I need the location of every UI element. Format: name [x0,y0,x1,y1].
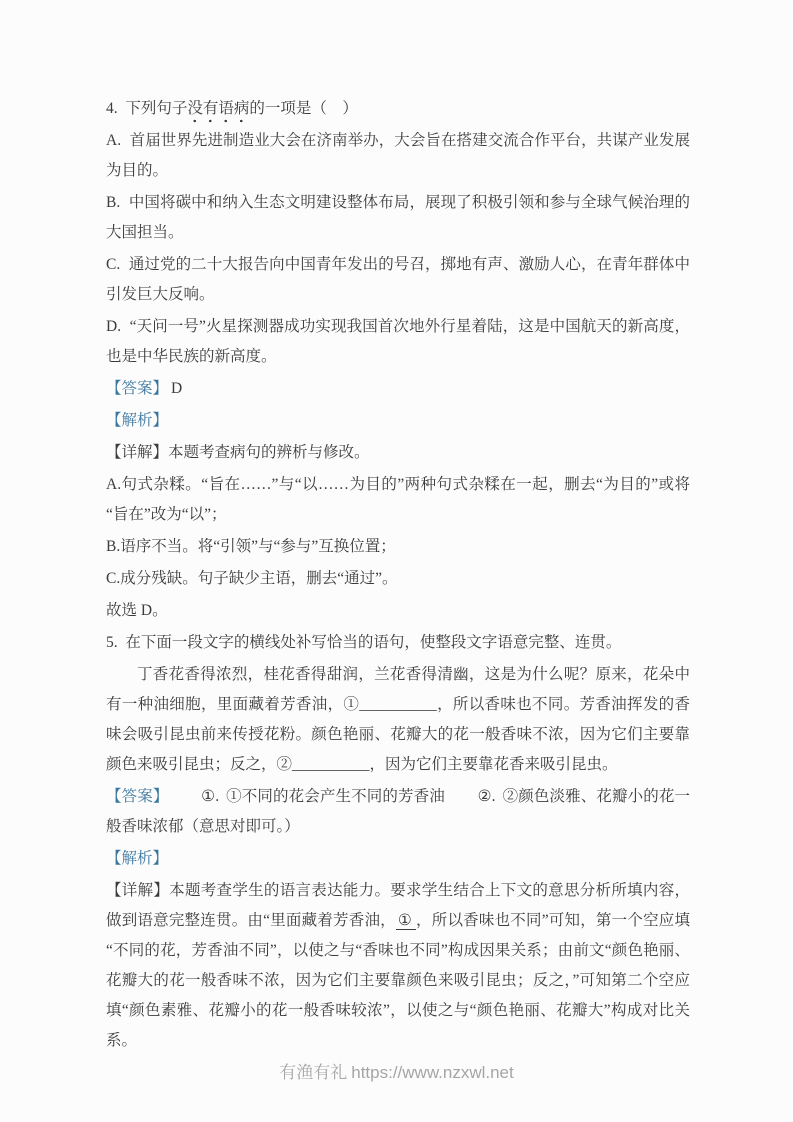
question-4-option-b [106,188,690,248]
detail-label-q5: 【详解】 [106,882,170,899]
option-a-label: A. [106,132,122,149]
question-5-answer-line [106,782,690,842]
page-footer [0,1060,793,1086]
question-4-answer-line [106,374,690,404]
answer-label-q5: 【答案】 [106,788,169,805]
option-c-text: 通过党的二十大报告向中国青年发出的号召，掷地有声、激励人心，在青年群体中引发巨大反响。 [106,256,690,303]
option-d-text: “天问一号”火星探测器成功实现我国首次地外行星着陆，这是中国航天的新高度，也是中华民族的新高度。 [106,318,690,365]
passage-blank-1: __________ [359,696,437,713]
question-4-detail-item-a: A.句式杂糅。“旨在……”与“以……为目的”两种句式杂糅在一起，删去“为目的”或将“旨在”改为“以”； [106,476,690,523]
question-4-detail-intro [106,438,690,468]
question-4-emphasized-text: 没有语病 [187,100,249,123]
question-4-detail-item-c: C.成分残缺。句子缺少主语，删去“通过”。 [106,570,398,587]
question-5-stem [106,628,690,658]
question-4-option-a [106,126,690,186]
question-4-stem [106,94,690,124]
answer-2-marker: ②. [477,788,496,805]
analysis-label-q5: 【解析】 [106,850,169,867]
question-5-passage [106,660,690,780]
detail-text-part-1: 本题考查学生的语言表达能力。要求学生结合上下文的意思分析所填内容，做到语意完整连贯。由“里面藏着芳香油， [106,882,690,929]
option-b-label: B. [106,194,121,211]
detail-text-part-2: ，所以香味也不同”可知，第一个空应填“不同的花，芳香油不同”，以使之与“香味也不同”构成因果关系；由前文“颜色艳丽、花瓣大的花一般香味不浓，因为它们主要靠颜色来吸引昆虫；反之，”可知第二个空应填“颜色素雅、花瓣小的花一般香味较浓”，以使之与“颜色艳丽、花瓣大”构成对比关系。 [106,912,690,1049]
detail-blank-reference: ① [396,912,416,930]
question-5-number: 5. [106,634,118,651]
passage-part-1: 丁香花香得浓烈，桂花香得甜润，兰花香得清幽，这是为什么呢？原来，花朵中有一种油细胞，里面藏着芳香油，① [106,666,690,713]
detail-intro-text-q4: 本题考查病句的辨析与修改。 [168,444,370,461]
footer-url: https://www.nzxwl.net [351,1063,514,1082]
option-b-text: 中国将碳中和纳入生态文明建设整体布局，展现了积极引领和参与全球气候治理的大国担当。 [106,194,690,241]
passage-blank-2: __________ [292,756,370,773]
exam-content [106,94,690,1058]
detail-label-q4: 【详解】 [106,444,169,461]
analysis-label-q4: 【解析】 [106,412,169,429]
option-d-label: D. [106,318,122,335]
question-4-analysis-line [106,406,690,436]
question-4-conclusion: 故选 D。 [106,602,168,619]
option-c-label: C. [106,256,121,273]
question-4-detail-item-b: B.语序不当。将“引领”与“参与”互换位置； [106,538,396,555]
question-5-analysis-line [106,844,690,874]
question-4-option-c [106,250,690,310]
question-4-number: 4. [106,100,118,117]
passage-part-3: ，因为它们主要靠花香来吸引昆虫。 [369,756,618,773]
footer-brand: 有渔有礼 [279,1063,348,1082]
question-4-option-d [106,312,690,372]
answer-label-q4: 【答案】 [106,380,169,397]
question-5-detail [106,876,690,1056]
question-4-text-after: 的一项是（ ） [249,100,358,117]
answer-value-q4: D [171,380,183,397]
question-4-text-before: 下列句子 [125,100,188,117]
option-a-text: 首届世界先进制造业大会在济南举办，大会旨在搭建交流合作平台，共谋产业发展为目的。 [106,132,690,179]
answer-2-text: ②颜色淡雅、花瓣小的花一般香味浓郁（意思对即可。） [106,788,690,835]
answer-1-text: ①不同的花会产生不同的芳香油 [226,788,445,805]
passage-part-2: ，所以香味也不同。芳香油挥发的香味会吸引昆虫前来传授花粉。颜色艳丽、花瓣大的花一般香味不浓，因为它们主要靠颜色来吸引昆虫；反之，② [106,696,690,773]
question-5-text: 在下面一段文字的横线处补写恰当的语句，使整段文字语意完整、连贯。 [125,634,622,651]
answer-1-marker: ①. [201,788,220,805]
